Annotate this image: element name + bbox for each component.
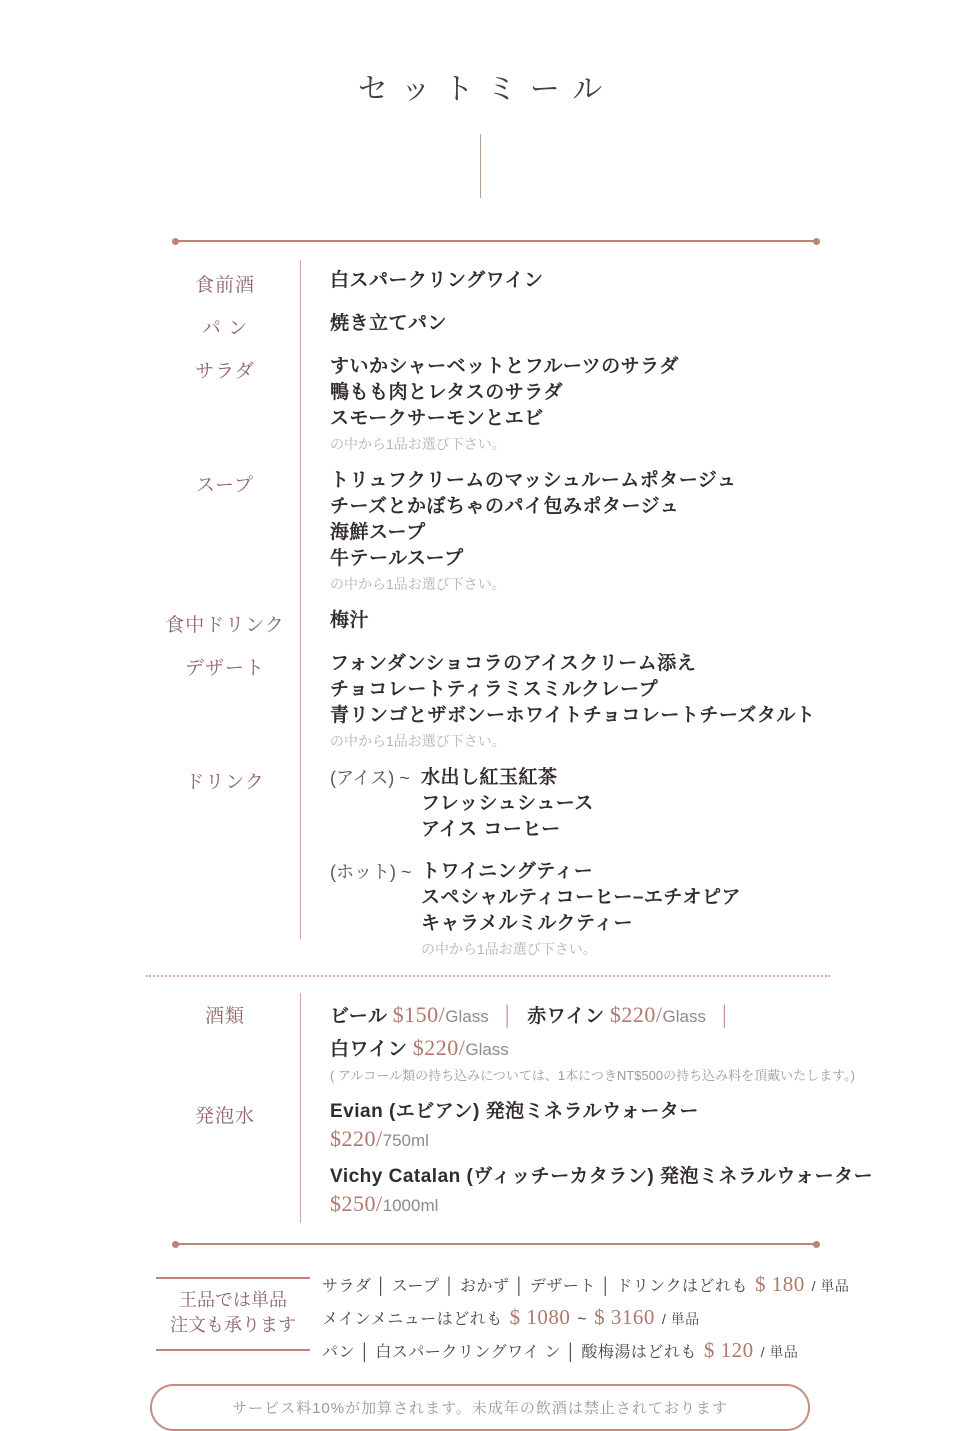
order-line bbox=[322, 1335, 849, 1368]
menu-section-alcohol bbox=[150, 999, 960, 1085]
single-orders-box bbox=[156, 1277, 310, 1351]
section-content bbox=[300, 468, 736, 594]
section-content bbox=[300, 608, 369, 637]
section-content bbox=[300, 1099, 873, 1229]
group-prefix-iced: (アイス) ~ bbox=[330, 768, 410, 788]
menu-item: トリュフクリームのマッシュルームポタージュ bbox=[330, 470, 737, 491]
alcohol-name: ビール bbox=[330, 1006, 388, 1027]
single-orders-lines bbox=[322, 1269, 849, 1368]
single-orders-box-line: 注文も承ります bbox=[170, 1315, 296, 1335]
choose-note: の中から1品お選び下さい。 bbox=[330, 733, 506, 749]
order-line-text: メインメニューはどれも bbox=[322, 1311, 503, 1328]
menu-item: チーズとかぼちゃのパイ包みポタージュ bbox=[330, 496, 680, 517]
section-label: デザート bbox=[184, 658, 265, 679]
water-name: Vichy Catalan (ヴィッチーカタラン) 発泡ミネラルウォーター bbox=[330, 1166, 874, 1187]
price: $ 120 bbox=[703, 1338, 754, 1362]
section-content bbox=[300, 651, 815, 751]
section-content bbox=[300, 268, 544, 297]
price: $220/ bbox=[330, 1126, 383, 1151]
section-label: ドリンク bbox=[185, 772, 265, 793]
alcohol-name: 赤ワイン bbox=[527, 1006, 605, 1027]
separator-bar: │ bbox=[502, 1006, 514, 1027]
price-unit: Glass bbox=[465, 1040, 509, 1059]
water-entry bbox=[330, 1164, 873, 1221]
section-label: スープ bbox=[195, 475, 255, 496]
bottom-rule bbox=[176, 1243, 816, 1245]
price: $250/ bbox=[330, 1191, 383, 1216]
page-title: セットミール bbox=[357, 73, 616, 106]
price: $ 180 bbox=[754, 1272, 805, 1296]
price-suffix: / 単品 bbox=[811, 1278, 850, 1294]
price-unit: Glass bbox=[662, 1007, 706, 1026]
section-label: 発泡水 bbox=[194, 1106, 255, 1127]
price-suffix: / 単品 bbox=[661, 1311, 700, 1327]
group-items bbox=[421, 765, 594, 843]
section-label: 食中ドリンク bbox=[165, 615, 285, 636]
alcohol-line bbox=[330, 999, 855, 1032]
menu-item: すいかシャーベットとフルーツのサラダ bbox=[330, 356, 679, 377]
menu-item: 梅汁 bbox=[330, 610, 370, 631]
choose-note: の中から1品お選び下さい。 bbox=[421, 941, 597, 957]
group-prefix-hot: (ホット) ~ bbox=[330, 862, 412, 882]
water-name: Evian (エビアン) 発泡ミネラルウォーター bbox=[330, 1101, 699, 1122]
menu-item: 牛テールスープ bbox=[330, 548, 464, 569]
menu-item: フレッシュシュース bbox=[421, 793, 594, 814]
bottle-size: 750ml bbox=[382, 1131, 429, 1150]
bottle-size: 1000ml bbox=[382, 1196, 439, 1215]
order-line bbox=[322, 1269, 849, 1302]
order-line-text: パン │ 白スパークリングワイ ン │ 酸梅湯はどれも bbox=[322, 1344, 697, 1361]
menu-item: 鴨もも肉とレタスのサラダ bbox=[330, 382, 564, 403]
section-content bbox=[300, 311, 447, 340]
menu-item: フォンダンショコラのアイスクリーム添え bbox=[330, 653, 697, 674]
order-line bbox=[322, 1302, 849, 1335]
price: $220/ bbox=[412, 1035, 466, 1060]
section-content bbox=[300, 354, 679, 454]
menu-section-bread bbox=[150, 311, 960, 340]
menu-item: 青リンゴとザボンーホワイトチョコレートチーズタルト bbox=[330, 705, 816, 726]
top-rule bbox=[176, 240, 816, 242]
menu-item: 白スパークリングワイン bbox=[330, 270, 544, 291]
menu-item: スモークサーモンとエビ bbox=[330, 408, 544, 429]
menu-item: トワイニングティー bbox=[421, 861, 594, 882]
section-label: 酒類 bbox=[204, 1006, 245, 1027]
corkage-note: ( アルコール類の持ち込みについては、1本につきNT$500の持ち込み料を頂戴いたします。) bbox=[330, 1068, 855, 1083]
separator-bar: │ bbox=[719, 1006, 732, 1027]
menu-item: キャラメルミルクティー bbox=[421, 913, 634, 934]
section-label: パ ン bbox=[201, 318, 249, 339]
section-label: 食前酒 bbox=[194, 275, 255, 296]
menu-item: 焼き立てパン bbox=[330, 313, 448, 334]
alcohol-name: 白ワイン bbox=[330, 1039, 408, 1060]
price: $ 1080 bbox=[509, 1305, 571, 1329]
section-content bbox=[300, 999, 855, 1085]
single-orders-box-line: 王品では単品 bbox=[179, 1290, 287, 1310]
choose-note: の中から1品お選び下さい。 bbox=[330, 576, 506, 592]
water-entry bbox=[330, 1099, 873, 1156]
single-orders-section bbox=[156, 1269, 960, 1368]
menu-section-meal-drink bbox=[150, 608, 960, 637]
menu-section-sparkling-water bbox=[150, 1099, 960, 1229]
alcohol-line bbox=[330, 1032, 855, 1065]
menu-item: チョコレートティラミスミルクレープ bbox=[330, 679, 659, 700]
menu-section-drink bbox=[150, 765, 960, 959]
iced-drink-group bbox=[330, 765, 741, 843]
order-line-text: サラダ │ スープ │ おかず │ デザート │ ドリンクはどれも bbox=[322, 1278, 748, 1295]
choose-note: の中から1品お選び下さい。 bbox=[330, 436, 506, 452]
menu-section-dessert bbox=[150, 651, 960, 751]
menu-item: スペシャルティコーヒー–エチオピア bbox=[421, 887, 742, 908]
group-items bbox=[421, 859, 741, 959]
price-suffix: / 単品 bbox=[760, 1344, 799, 1360]
price: $ 3160 bbox=[594, 1305, 655, 1329]
menu-item: 水出し紅玉紅茶 bbox=[421, 767, 558, 788]
price-range-tilde: ~ bbox=[577, 1311, 588, 1328]
section-label: サラダ bbox=[195, 361, 255, 382]
menu-section-soup bbox=[150, 468, 960, 594]
price-line bbox=[330, 1125, 873, 1156]
price: $220/ bbox=[609, 1002, 663, 1027]
section-content bbox=[300, 765, 741, 959]
menu-item: 海鮮スープ bbox=[330, 522, 426, 543]
menu-section-aperitif bbox=[150, 268, 960, 297]
price-unit: Glass bbox=[445, 1007, 489, 1026]
dotted-separator bbox=[146, 975, 830, 977]
set-menu bbox=[150, 268, 960, 959]
menu-section-salad bbox=[150, 354, 960, 454]
paid-drinks-menu bbox=[150, 999, 960, 1229]
price-line bbox=[330, 1190, 873, 1221]
menu-item: アイス コーヒー bbox=[421, 819, 561, 840]
hot-drink-group bbox=[330, 859, 741, 959]
service-charge-note: サービス料10%が加算されます。未成年の飲酒は禁止されております bbox=[150, 1384, 810, 1431]
price: $150/ bbox=[392, 1002, 446, 1027]
title-divider-line bbox=[480, 134, 481, 198]
